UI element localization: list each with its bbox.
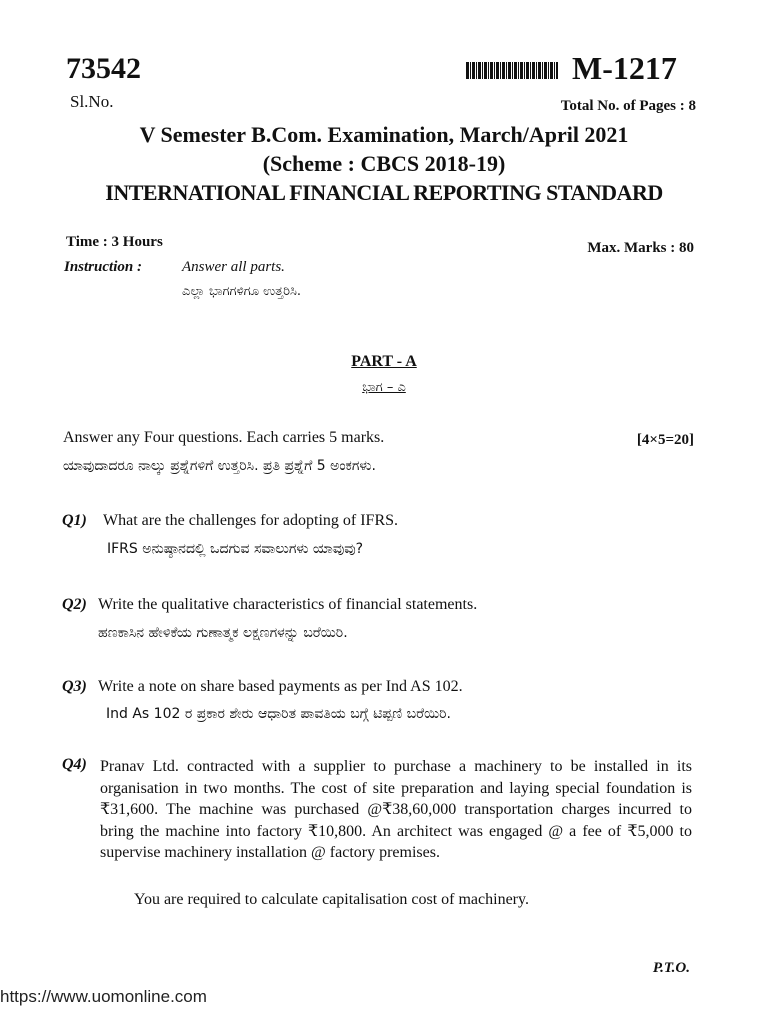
question-text-kannada: ಹಣಕಾಸಿನ ಹೇಳಿಕೆಯ ಗುಣಾತ್ಮಕ ಲಕ್ಷಣಗಳನ್ನು ಬರೆಯಿರಿ. [98, 625, 348, 641]
part-a-instruction-kannada: ಯಾವುದಾದರೂ ನಾಲ್ಕು ಪ್ರಶ್ನೆಗಳಿಗೆ ಉತ್ತರಿಸಿ. ಪ್ರತಿ ಪ್ರಶ್ನೆಗೆ 5 ಅಂಕಗಳು. [63, 458, 376, 474]
barcode [466, 62, 558, 79]
max-marks: Max. Marks : 80 [587, 240, 694, 256]
instruction-text: Answer all parts. [182, 259, 285, 275]
question-text-kannada: Ind As 102 ರ ಪ್ರಕಾರ ಶೇರು ಆಧಾರಿತ ಪಾವತಿಯ ಬಗ್ಗೆ ಟಿಪ್ಪಣಿ ಬರೆಯಿರಿ. [106, 706, 451, 722]
question-number: Q4) [62, 756, 87, 773]
question-number: Q3) [62, 678, 87, 695]
question-text: Pranav Ltd. contracted with a supplier to purchase a machinery to be installed in its organisation in two months. The cost of site preparation and laying special foundation is ₹31,600. The machine was purchased @₹38,60,000 transportation charges incurred to bring the machine into factory ₹10,800. An architect was engaged @ a fee of ₹5,000 to supervise machinery installation @ factory premises. [100, 758, 692, 861]
exam-title: V Semester B.Com. Examination, March/April 2021 [139, 122, 629, 147]
question-text: Write a note on share based payments as per Ind AS 102. [98, 678, 463, 695]
time-allowed: Time : 3 Hours [66, 234, 163, 250]
total-pages: Total No. of Pages : 8 [560, 98, 696, 114]
please-turn-over: P.T.O. [652, 960, 690, 976]
source-url: https://www.uomonline.com [0, 987, 207, 1006]
serial-number-label: Sl.No. [70, 92, 114, 111]
question-text: What are the challenges for adopting of IFRS. [103, 512, 399, 529]
paper-code: M-1217 [572, 50, 677, 86]
part-a-instruction: Answer any Four questions. Each carries 5 marks. [63, 429, 385, 446]
scheme: (Scheme : CBCS 2018-19) [262, 151, 506, 176]
instruction-label: Instruction : [64, 259, 142, 275]
question-task: You are required to calculate capitalisation cost of machinery. [134, 891, 529, 908]
question-text: Write the qualitative characteristics of financial statements. [98, 596, 478, 613]
question-number: Q1) [62, 512, 87, 529]
part-a-marks: [4×5=20] [636, 432, 694, 448]
part-a-heading: PART - A [351, 353, 417, 370]
instruction-text-kannada: ಎಲ್ಲಾ ಭಾಗಗಳಿಗೂ ಉತ್ತರಿಸಿ. [182, 284, 302, 299]
question-number: Q2) [62, 596, 87, 613]
question-text-kannada: IFRS ಅನುಷ್ಠಾನದಲ್ಲಿ ಒದಗುವ ಸವಾಲುಗಳು ಯಾವುವು? [107, 541, 364, 557]
part-a-heading-kannada: ಭಾಗ – ಎ [362, 380, 406, 395]
question-paper-code: 73542 [66, 52, 141, 85]
subject-title: INTERNATIONAL FINANCIAL REPORTING STANDARD [105, 180, 663, 205]
